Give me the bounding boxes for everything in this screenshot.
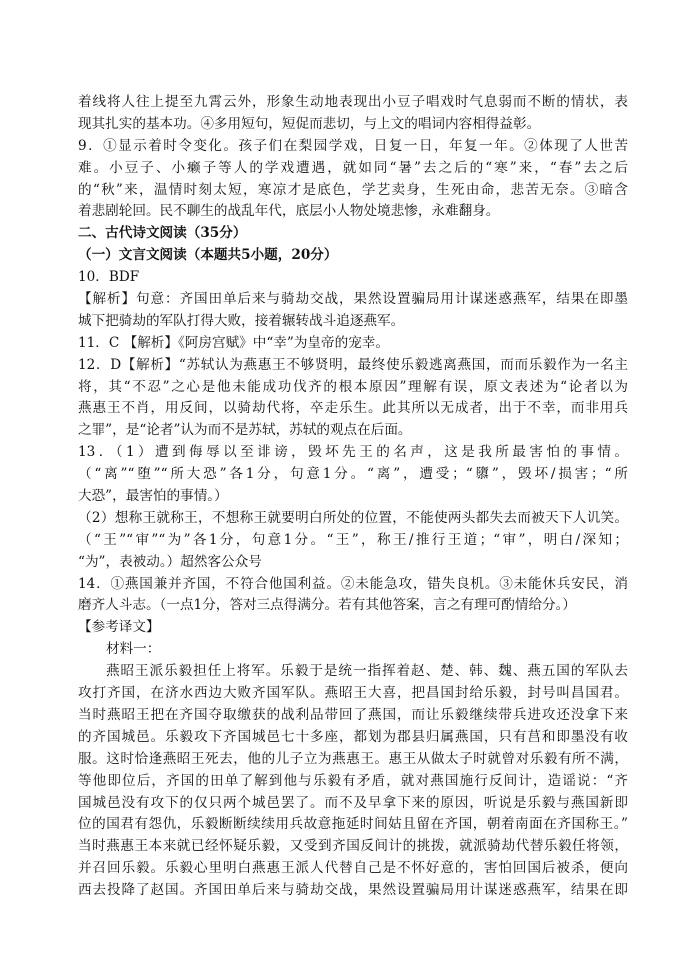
text-line: 9．①显示着时令变化。孩子们在梨园学戏，日复一日，年复一年。②体现了人世苦 [78,137,628,154]
text-line: 燕惠王不肖，用反间，以骑劫代将，卒走乐生。此其所以无成者，出于不幸，而非用兵 [78,400,628,417]
text-line: 的齐国城邑。乐毅攻下齐国城邑七十多座，都划为郡县归属燕国，只有莒和即墨没有收 [78,728,628,745]
text-line: 12．D【解析】“苏轼认为燕惠王不够贤明，最终使乐毅逃离燕国，而而乐毅作为一名主 [78,356,628,373]
text-line: 城下把骑劫的军队打得大败，接着辗转战斗追逐燕军。 [78,312,405,329]
text-line: 材料一： [106,641,161,658]
text-line: 难。小豆子、小癞子等人的学戏遭遇，就如同“暑”去之后的“寒”来，“春”去之后 [78,159,628,176]
text-line: 【参考译文】 [78,619,160,636]
text-line: 当时燕惠王本来就已经怀疑乐毅，又受到齐国反间计的挑拨，就派骑劫代替乐毅任将领， [78,838,628,855]
text-line: 等他即位后，齐国的田单了解到他与乐毅有矛盾，就对燕国施行反间计，造谣说：“齐 [78,772,628,789]
text-line: 并召回乐毅。乐毅心里明白燕惠王派人代替自己是不怀好意的，害怕回国后被杀，便向 [78,860,628,877]
text-line: 的“秋”来，温情时刻太短，寒凉才是底色，学艺卖身，生死由命，悲苦无奈。③暗含 [78,181,628,198]
text-line: 【解析】句意：齐国田单后来与骑劫交战，果然设置骗局用计谋迷惑燕军，结果在即墨 [78,291,628,308]
text-line: “为”，表被动。）超然客公众号 [78,553,262,570]
text-line: 10．BDF [78,269,140,286]
text-line: 国城邑没有攻下的仅只两个城邑罢了。而不及早拿下来的原因，听说是乐毅与燕国新即 [78,794,628,811]
text-line: 二、古代诗文阅读（35分） [78,225,247,242]
text-line: 着悲剧轮回。民不聊生的战乱年代，底层小人物处境悲惨，永难翻身。 [78,203,500,220]
text-line: 服。这时恰逢燕昭王死去，他的儿子立为燕惠王。惠王从做太子时就曾对乐毅有所不满， [78,750,628,767]
text-line: 燕昭王派乐毅担任上将军。乐毅于是统一指挥着赵、楚、韩、魏、燕五国的军队去 [106,663,628,680]
text-line: （2）想称王就称王，不想称王就要明白所处的位置，不能使两头都失去而被天下人讥笑。 [78,509,628,526]
text-line: 11．C 【解析】《阿房宫赋》中“幸”为皇帝的宠幸。 [78,334,389,351]
text-line: 磨齐人斗志。（一点1分，答对三点得满分。若有其他答案，言之有理可酌情给分。） [78,597,577,614]
text-line: 14．①燕国兼并齐国，不符合他国利益。②未能急攻，错失良机。③未能休兵安民，消 [78,575,628,592]
text-line: 位的国君有怨仇，乐毅断断续续用兵故意拖延时间姑且留在齐国，朝着南面在齐国称王。” [78,816,628,833]
text-line: 攻打齐国，在济水西边大败齐国军队。燕昭王大喜，把昌国封给乐毅，封号叫昌国君。 [78,685,628,702]
text-line: 当时燕昭王把在齐国夺取缴获的战利品带回了燕国，而让乐毅继续带兵进攻还没拿下来 [78,706,628,723]
text-line: （“离”“堕”“所大恐”各1分，句意1分。“离”，遭受；“隳”，毁坏/损害；“所 [78,466,628,483]
text-line: 大恐”，最害怕的事情。） [78,488,228,505]
text-line: 将，其“不忍”之心是他未能成功伐齐的根本原因”理解有误，原文表述为“论者以为 [78,378,628,395]
text-line: 西去投降了赵国。齐国田单后来与骑劫交战，果然设置骗局用计谋迷惑燕军，结果在即 [78,882,628,899]
text-line: （一）文言文阅读（本题共5小题，20分） [78,247,338,264]
text-line: 着线将人往上提至九霄云外，形象生动地表现出小豆子唱戏时气息弱而不断的情状，表 [78,94,628,110]
text-line: 13．（1）遭到侮辱以至诽谤，毁坏先王的名声，这是我所最害怕的事情。 [78,444,628,461]
text-line: 之罪”，是“论者”认为而不是苏轼，苏轼的观点在后面。 [78,422,412,439]
text-line: 现其扎实的基本功。④多用短句，短促而悲切，与上文的唱词内容相得益彰。 [78,115,541,132]
text-line: （“王”“审”“为”各1分，句意1分。“王”，称王/推行王道；“审”，明白/深知； [78,531,628,548]
